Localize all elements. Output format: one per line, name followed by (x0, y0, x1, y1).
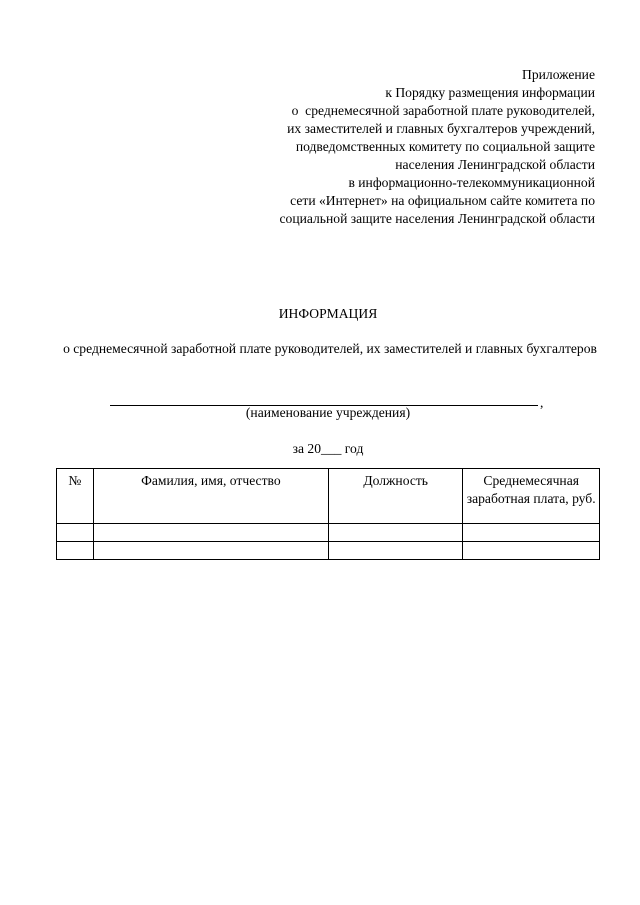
table-cell (329, 524, 463, 542)
appendix-line: населения Ленинградской области (395, 157, 595, 172)
header-average-salary: Среднемесячная заработная плата, руб. (463, 469, 600, 524)
table-cell (93, 542, 328, 560)
header-full-name: Фамилия, имя, отчество (93, 469, 328, 524)
header-number: № (57, 469, 94, 524)
appendix-line: их заместителей и главных бухгалтеров учреждений, (287, 121, 595, 136)
table-cell (93, 524, 328, 542)
institution-caption: (наименование учреждения) (245, 405, 411, 420)
table-header-row (57, 469, 600, 524)
table-cell (463, 542, 600, 560)
appendix-block (215, 66, 595, 228)
appendix-line: социальной защите населения Ленинградской области (279, 211, 595, 226)
salary-table (56, 468, 600, 560)
line-comma: , (540, 395, 544, 410)
header-position: Должность (329, 469, 463, 524)
appendix-line: подведомственных комитету по социальной защите (295, 139, 595, 154)
table-row (57, 542, 600, 560)
year-label: за 20___ год (292, 441, 364, 456)
appendix-line: в информационно-телекоммуникационной (348, 175, 595, 190)
appendix-line: к Порядку размещения информации (385, 85, 595, 100)
table-cell (57, 542, 94, 560)
appendix-line: Приложение (522, 67, 595, 82)
table-cell (463, 524, 600, 542)
table-row (57, 524, 600, 542)
table-cell (57, 524, 94, 542)
document-subtitle: о среднемесячной заработной плате руководителей, их заместителей и главных бухгалтеров (63, 341, 597, 356)
appendix-line: сети «Интернет» на официальном сайте комитета по (290, 193, 595, 208)
table-cell (329, 542, 463, 560)
appendix-line: о среднемесячной заработной плате руководителей, (291, 103, 595, 118)
document-title: ИНФОРМАЦИЯ (278, 306, 378, 321)
